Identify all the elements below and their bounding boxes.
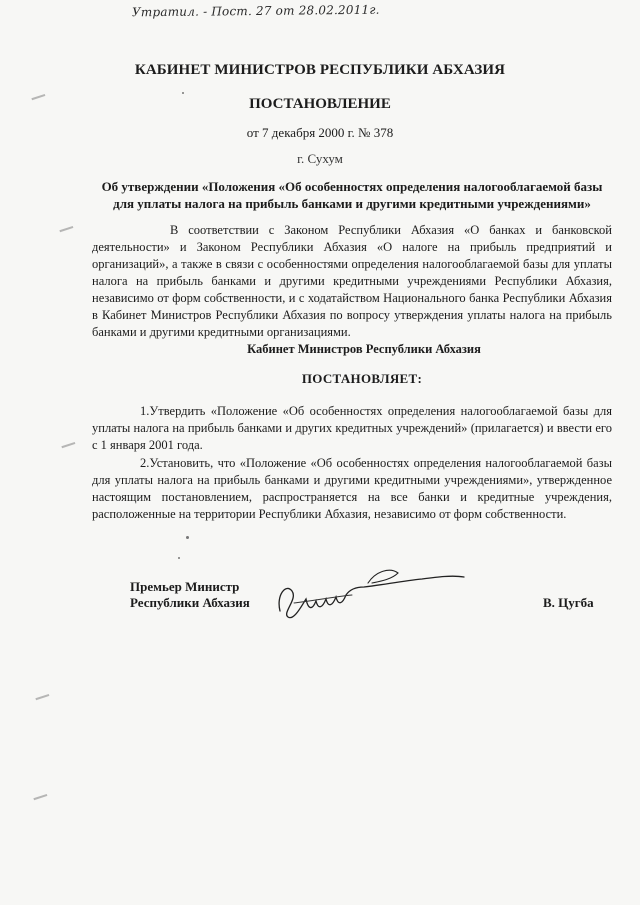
document-date-number: от 7 декабря 2000 г. № 378 [246, 125, 394, 140]
signatory-position-line2: Республики Абхазия [130, 595, 250, 610]
clause-2: 2.Установить, что «Положение «Об особенностях определения налогооблагаемой базы для уплаты налога на прибыль банками и другими кредитными учреждениями», утвержденное настоящим постановлением, распространяется на все банки и кредитные учреждения, расположенные на территории Республики Абхазия, независимо от форм собственности. [92, 456, 612, 521]
scan-speck [182, 92, 184, 94]
signatory-name: В. Цугба [543, 595, 594, 610]
signatory-position [130, 579, 250, 611]
preamble-paragraph: В соответствии с Законом Республики Абхазия «О банках и банковской деятельности» и Законом Республики Абхазия «О налоге на прибыль предприятий и организаций», а также в связи с особенностями определения налогооблагаемой базы для уплаты налога на прибыль банками и другими кредитными учреждениями Республики Абхазия, независимо от форм собственности, и с ходатайством Национального банка Республики Абхазия в Кабинет Министров Республики Абхазия по вопросу утверждения уплаты налога на прибыль банками и другими кредитными организациями. [92, 223, 612, 339]
organization-title: КАБИНЕТ МИНИСТРОВ РЕСПУБЛИКИ АБХАЗИЯ [134, 62, 506, 78]
document-subject: Об утверждении «Положения «Об особенностях определения налогооблагаемой базы для уплаты налога на прибыль банками и другими кредитными учреждениями» [101, 179, 603, 211]
scan-mark [33, 794, 48, 804]
issuing-body: Кабинет Министров Республики Абхазия [247, 342, 481, 356]
document-type: ПОСТАНОВЛЕНИЕ [249, 96, 391, 112]
clause-1: 1.Утвердить «Положение «Об особенностях определения налогооблагаемой базы для уплаты налога на прибыль банками и других кредитных учреждений» (прилагается) и ввести его с 1 января 2001 года. [92, 404, 612, 452]
handwritten-note: Утратил. - Пост. 27 от 28.02.2011г. [131, 2, 380, 20]
scan-mark [61, 442, 76, 452]
signatory-position-line1: Премьер Министр [130, 579, 240, 594]
scan-mark [59, 226, 74, 236]
document-city: г. Сухум [297, 151, 343, 166]
decrees-heading: ПОСТАНОВЛЯЕТ: [301, 371, 423, 386]
scan-speck [186, 536, 189, 539]
handwritten-signature [272, 565, 472, 625]
scan-speck [178, 557, 180, 559]
scan-mark [35, 694, 50, 704]
